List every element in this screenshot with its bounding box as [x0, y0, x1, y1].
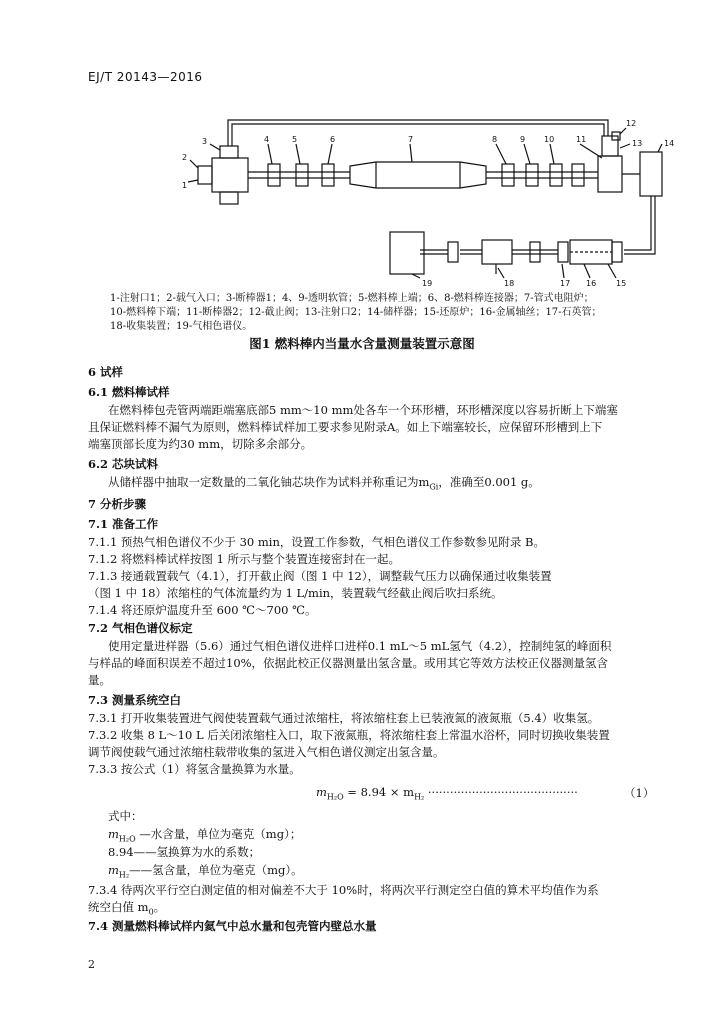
- callout-5: 5: [292, 135, 298, 144]
- where-label: 式中：: [108, 809, 143, 823]
- callout-18: 18: [504, 279, 515, 288]
- section-7-3-2-line-1: 7.3.2 收集 8 L～10 L 后关闭浓缩柱入口，取下液氮瓶，将浓缩柱套上常温水浴杯，同时切换收集装置: [88, 728, 610, 742]
- def3-symbol: m: [108, 863, 119, 877]
- formula-rhs-sub: H₂: [414, 792, 425, 802]
- callout-19: 19: [422, 279, 433, 288]
- figure-legend-line-2: 10-燃料棒下端；11-断棒器2；12-截止阀；13-注射口2；14-储样器；15-还原炉；16-金属轴丝；17-石英管；: [110, 307, 602, 318]
- formula-rhs: = 8.94 × m: [343, 785, 415, 799]
- section-7-heading: 7 分析步骤: [88, 497, 147, 511]
- callout-16: 16: [586, 279, 597, 288]
- section-6-2-text-a: 从储样器中抽取一定数量的二氧化铀芯块作为试料并称重记为m: [108, 475, 430, 489]
- apparatus-schematic: [150, 108, 690, 293]
- section-7-3-4-sub: 0: [148, 907, 154, 917]
- section-7-3-2-line-2: 调节阀使载气通过浓缩柱载带收集的氢进入气相色谱仪测定出氢含量。: [88, 745, 445, 759]
- callout-13: 13: [632, 139, 643, 148]
- callout-12: 12: [626, 119, 637, 128]
- section-7-2-heading: 7.2 气相色谱仪标定: [88, 621, 193, 635]
- section-6-1-line-2: 且保证燃料棒不漏气为原则，燃料棒试样加工要求参见附录A。如上下端塞较长，应保留环形槽到上下: [88, 420, 603, 434]
- section-7-3-4-text: 统空白值 m: [88, 900, 149, 914]
- section-7-1-1: 7.1.1 预热气相色谱仪不少于 30 min，设置工作参数，气相色谱仪工作参数参见附录 B。: [88, 535, 545, 549]
- document-header-id: EJ/T 20143—2016: [88, 70, 203, 84]
- callout-10: 10: [544, 135, 555, 144]
- callout-17: 17: [560, 279, 571, 288]
- figure-legend-line-1: 1-注射口1；2-载气入口；3-断棒器1；4、9-透明软管；5-燃料棒上端；6、8-燃料棒连接器；7-管式电阻炉；: [110, 293, 594, 304]
- formula-1: [316, 785, 578, 801]
- section-7-3-1: 7.3.1 打开收集装置进气阀使装置载气通过浓缩柱，将浓缩柱套上已装液氮的液氮瓶（5.4）收集氢。: [88, 711, 600, 725]
- section-6-2-text-b: ，准确至0.001 g。: [438, 475, 540, 489]
- section-6-1-line-1: 在燃料棒包壳管两端距端塞底部5 mm～10 mm处各车一个环形槽，环形槽深度以容易折断上下端塞: [108, 403, 618, 417]
- section-6-1-heading: 6.1 燃料棒试样: [88, 385, 170, 399]
- figure-legend-line-3: 18-收集装置；19-气相色谱仪。: [110, 321, 253, 332]
- section-6-2-line-1: [108, 474, 540, 495]
- definition-coefficient: 8.94——氢换算为水的系数；: [108, 845, 261, 859]
- section-6-heading: 6 试样: [88, 365, 124, 379]
- section-7-2-line-2: 与样品的峰面积误差不超过10%，依据此校正仪器测量出氢含量。或用其它等效方法校正仪器测量氢含: [88, 656, 609, 670]
- section-7-1-3-line-2: （图 1 中 18）浓缩柱的气体流量约为 1 L/min，装置载气经截止阀后吹扫系统。: [88, 586, 503, 600]
- def1-symbol: m: [108, 827, 119, 841]
- section-7-3-heading: 7.3 测量系统空白: [88, 693, 182, 707]
- formula-number: （1）: [624, 786, 655, 800]
- formula-leader-dots: ·········································: [424, 785, 578, 799]
- formula-lhs: m: [316, 785, 327, 799]
- section-7-1-4: 7.1.4 将还原炉温度升至 600 ℃～700 ℃。: [88, 603, 317, 617]
- page-number: 2: [88, 958, 95, 971]
- section-7-2-line-1: 使用定量进样器（5.6）通过气相色谱仪进样口进样0.1 mL～5 mL氢气（4.2），控制纯氢的峰面积: [108, 639, 612, 653]
- section-6-2-heading: 6.2 芯块试料: [88, 457, 159, 471]
- section-7-3-3: 7.3.3 按公式（1）将氢含量换算为水量。: [88, 762, 301, 776]
- section-6-1-line-3: 端塞顶部长度为约30 mm，切除多余部分。: [88, 437, 313, 451]
- callout-11: 11: [576, 135, 587, 144]
- callout-8: 8: [492, 135, 498, 144]
- section-7-1-2: 7.1.2 将燃料棒试样按图 1 所示与整个装置连接密封在一起。: [88, 552, 401, 566]
- definition-hydrogen: [108, 862, 303, 883]
- formula-lhs-sub: H₂O: [326, 792, 344, 802]
- section-7-3-4-line-1: 7.3.4 待两次平行空白测定值的相对偏差不大于 10%时，将两次平行测定空白值的算术平均值作为系: [88, 883, 599, 897]
- section-6-2-sub: Gi: [429, 482, 439, 492]
- callout-1: 1: [182, 181, 188, 190]
- callout-2: 2: [182, 153, 188, 162]
- def1-sub: H₂O: [118, 834, 136, 844]
- callout-14: 14: [664, 139, 675, 148]
- section-7-3-4-end: 。: [153, 900, 166, 914]
- def1-text: —水含量，单位为毫克（mg）；: [135, 827, 302, 841]
- callout-6: 6: [330, 135, 336, 144]
- callout-7: 7: [408, 135, 414, 144]
- section-7-4-heading: 7.4 测量燃料棒试样内氦气中总水量和包壳管内壁总水量: [88, 919, 377, 933]
- section-7-1-3-line-1: 7.1.3 接通载置载气（4.1），打开截止阀（图 1 中 12），调整载气压力以确保通过收集装置: [88, 569, 552, 583]
- callout-9: 9: [520, 135, 526, 144]
- section-7-1-heading: 7.1 准备工作: [88, 517, 159, 531]
- def3-sub: H₂: [118, 870, 130, 880]
- callout-4: 4: [264, 135, 270, 144]
- callout-15: 15: [616, 279, 627, 288]
- callout-3: 3: [202, 137, 208, 146]
- section-7-2-line-3: 量。: [88, 673, 111, 687]
- def3-text: ——氢含量，单位为毫克（mg）。: [129, 863, 303, 877]
- figure-caption: 图1 燃料棒内当量水含量测量装置示意图: [249, 336, 475, 351]
